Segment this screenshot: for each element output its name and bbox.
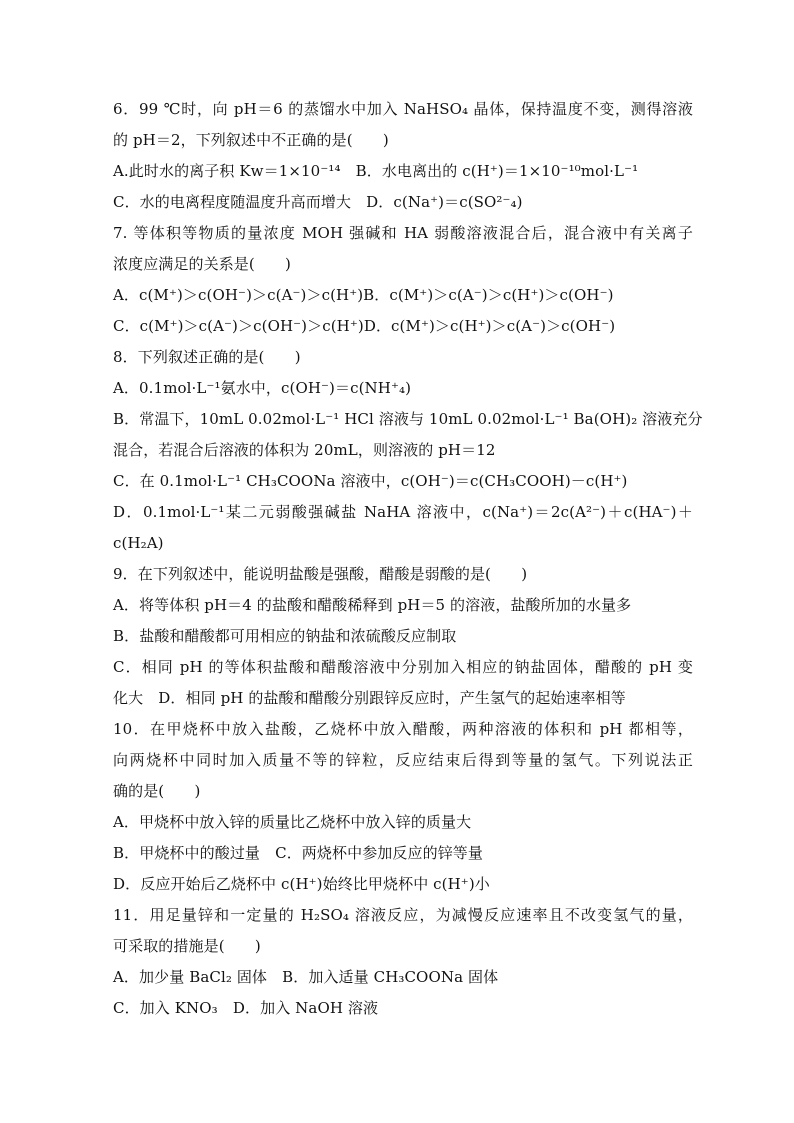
option-line: B．常温下，10mL 0.02mol·L⁻¹ HCl 溶液与 10mL 0.02mol·L⁻¹ Ba(OH)₂ 溶液充分 (113, 410, 703, 428)
question-text: 可采取的措施是( ) (113, 937, 261, 955)
option-line: A.此时水的离子积 Kw＝1×10⁻¹⁴ B．水电离出的 c(H⁺)＝1×10⁻¹⁰mol·L⁻¹ (113, 162, 639, 180)
question-text: 7. 等体积等物质的量浓度 MOH 强碱和 HA 弱酸溶液混合后，混合液中有关离子 (113, 224, 693, 242)
option-line: B．甲烧杯中的酸过量 C．两烧杯中参加反应的锌等量 (113, 844, 484, 862)
option-line: D．0.1mol·L⁻¹某二元弱酸强碱盐 NaHA 溶液中，c(Na⁺)＝2c(A²⁻)＋c(HA⁻)＋ (113, 503, 693, 521)
question-text: 10．在甲烧杯中放入盐酸，乙烧杯中放入醋酸，两种溶液的体积和 pH 都相等， (113, 720, 693, 738)
option-line: C．加入 KNO₃ D．加入 NaOH 溶液 (113, 999, 379, 1017)
question-8 (113, 342, 703, 559)
question-text: 6．99 ℃时，向 pH＝6 的蒸馏水中加入 NaHSO₄ 晶体，保持温度不变，测得溶液 (113, 100, 693, 118)
option-line: B．盐酸和醋酸都可用相应的钠盐和浓硫酸反应制取 (113, 627, 457, 645)
question-text: 浓度应满足的关系是( ) (113, 255, 292, 273)
option-line: C．水的电离程度随温度升高而增大 D．c(Na⁺)＝c(SO²⁻₄) (113, 193, 523, 211)
option-line: C．c(M⁺)＞c(A⁻)＞c(OH⁻)＞c(H⁺)D．c(M⁺)＞c(H⁺)＞c(A⁻)＞c(OH⁻) (113, 317, 616, 335)
question-text: 的 pH＝2，下列叙述中不正确的是( ) (113, 131, 389, 149)
option-line: A．加少量 BaCl₂ 固体 B．加入适量 CH₃COONa 固体 (113, 968, 499, 986)
option-line: A．将等体积 pH＝4 的盐酸和醋酸稀释到 pH＝5 的溶液，盐酸所加的水量多 (113, 596, 632, 614)
question-text: 9．在下列叙述中，能说明盐酸是强酸，醋酸是弱酸的是( ) (113, 565, 528, 583)
option-line: D．反应开始后乙烧杯中 c(H⁺)始终比甲烧杯中 c(H⁺)小 (113, 875, 490, 893)
option-line: A．c(M⁺)＞c(OH⁻)＞c(A⁻)＞c(H⁺)B．c(M⁺)＞c(A⁻)＞c(H⁺)＞c(OH⁻) (113, 286, 614, 304)
option-line: 混合，若混合后溶液的体积为 20mL，则溶液的 pH＝12 (113, 441, 496, 459)
question-text: 11．用足量锌和一定量的 H₂SO₄ 溶液反应，为减慢反应速率且不改变氢气的量， (113, 906, 693, 924)
question-list (113, 94, 703, 1024)
option-line: c(H₂A) (113, 534, 164, 552)
option-line: 化大 D．相同 pH 的盐酸和醋酸分别跟锌反应时，产生氢气的起始速率相等 (113, 689, 626, 707)
question-9 (113, 559, 693, 714)
question-10 (113, 714, 693, 900)
question-6 (113, 94, 693, 218)
question-text: 8．下列叙述正确的是( ) (113, 348, 301, 366)
option-line: C．相同 pH 的等体积盐酸和醋酸溶液中分别加入相应的钠盐固体，醋酸的 pH 变 (113, 658, 693, 676)
question-11 (113, 900, 693, 1024)
option-line: C．在 0.1mol·L⁻¹ CH₃COONa 溶液中，c(OH⁻)＝c(CH₃COOH)－c(H⁺) (113, 472, 628, 490)
question-7 (113, 218, 693, 342)
question-text: 向两烧杯中同时加入质量不等的锌粒，反应结束后得到等量的氢气。下列说法正 (113, 751, 693, 769)
option-line: A．甲烧杯中放入锌的质量比乙烧杯中放入锌的质量大 (113, 813, 472, 831)
question-text: 确的是( ) (113, 782, 201, 800)
option-line: A．0.1mol·L⁻¹氨水中，c(OH⁻)＝c(NH⁺₄) (113, 379, 412, 397)
